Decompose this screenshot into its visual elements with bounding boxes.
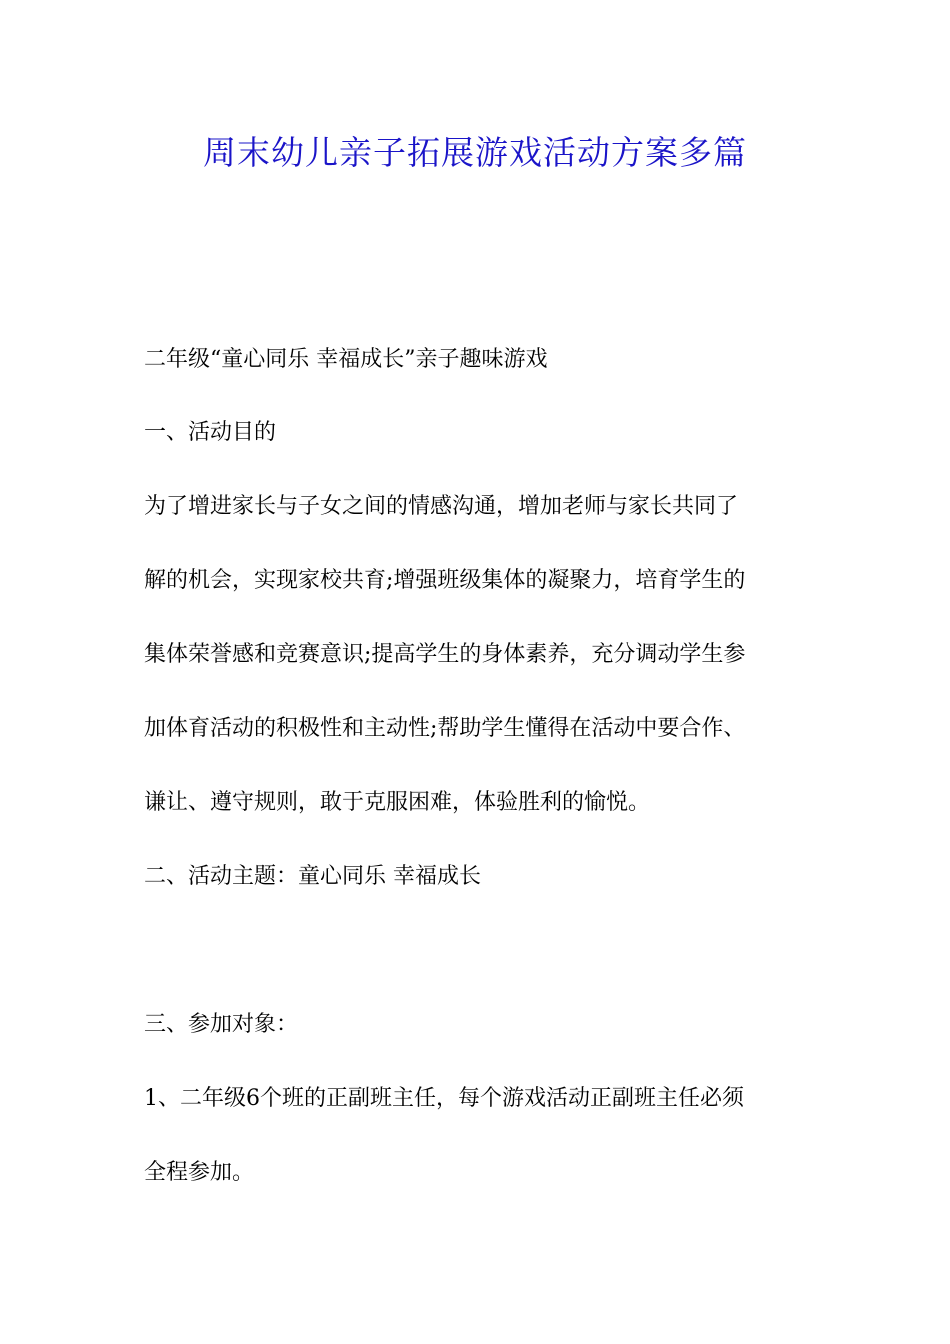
paragraph-line: 谦让、遵守规则，敢于克服困难，体验胜利的愉悦。 <box>144 790 651 815</box>
section-heading-theme: 二、活动主题：童心同乐 幸福成长 <box>144 864 481 889</box>
paragraph-line: 加体育活动的积极性和主动性;帮助学生懂得在活动中要合作、 <box>144 716 746 741</box>
list-item-line: 全程参加。 <box>144 1160 255 1185</box>
list-item-line: 1、二年级6个班的正副班主任，每个游戏活动正副班主任必须 <box>144 1086 744 1111</box>
section-heading-participants: 三、参加对象： <box>144 1012 299 1037</box>
paragraph-line: 为了增进家长与子女之间的情感沟通，增加老师与家长共同了 <box>144 494 739 519</box>
paragraph-line: 解的机会，实现家校共育;增强班级集体的凝聚力，培育学生的 <box>144 568 746 593</box>
paragraph-line: 集体荣誉感和竞赛意识;提高学生的身体素养，充分调动学生参 <box>144 642 746 667</box>
section-heading-purpose: 一、活动目的 <box>144 420 277 445</box>
document-title: 周末幼儿亲子拓展游戏活动方案多篇 <box>203 133 747 172</box>
subtitle-line: 二年级“童心同乐 幸福成长”亲子趣味游戏 <box>144 347 548 372</box>
